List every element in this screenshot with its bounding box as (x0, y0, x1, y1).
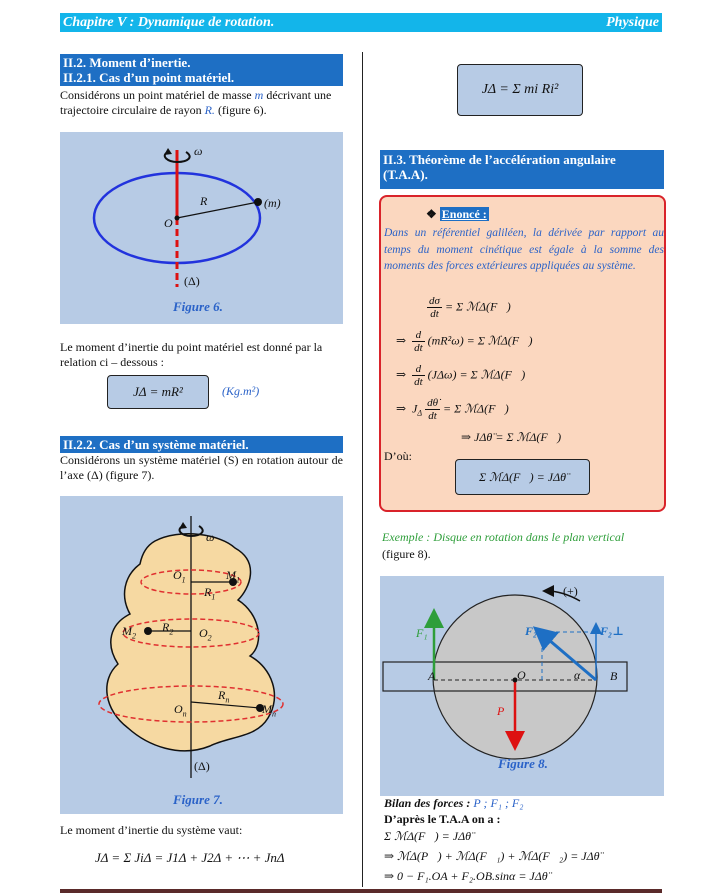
enonce-text: Enoncé : (441, 207, 487, 221)
intro-point-paragraph (60, 88, 343, 118)
exemple-text: Disque en rotation dans le plan vertical (430, 530, 625, 544)
exemple-label: Exemple : (382, 530, 431, 544)
fig7-on-text: O (174, 702, 183, 716)
point-m2 (144, 627, 152, 635)
taa-line-3: ⇒ 0 − F₁.OA + F₂.OB.sinα = JΔθ̈ (384, 869, 548, 883)
intro1-text-b: décrivant une trajectoire circulaire de rayon (60, 88, 332, 117)
eq1-rhs: = Σ ℳΔ(F⃗) (444, 299, 511, 314)
eq-2: ⇒ $\frac{d}{dt}$ (mR²ω) = Σ ℳΔ(F⃗) (396, 329, 533, 354)
taa-line-2: ⇒ ℳΔ(P⃗) + ℳΔ(F⃗₁) + ℳΔ(F⃗₂) = JΔθ̈ (384, 849, 600, 863)
unit-label: (Kg.m²) (222, 384, 260, 398)
section-2-2-2-heading: II.2.2. Cas d’un système matériel. (60, 436, 343, 453)
fig7-o1-label: $O_1$ (173, 568, 186, 585)
formula-sum-box: JΔ = Σ mi Ri² (457, 64, 583, 116)
theorem-statement: Dans un référentiel galiléen, la dérivée par rapport au temps du moment cinétique est égale à la somme des moments des forces extérieures appliquées au système. (384, 227, 664, 272)
chapter-title: Chapitre V : Dynamique de rotation. (63, 15, 275, 30)
fig7-m1-label: $M_1$ (226, 568, 240, 585)
fig7-o2-text: O (199, 626, 208, 640)
figure-6 (60, 132, 343, 324)
radius-line (177, 202, 258, 218)
taa-theorem-box (379, 195, 666, 512)
fig8-alpha-label: α (574, 668, 581, 682)
intro1-radius: R. (204, 103, 215, 117)
exemple-paragraph (382, 530, 664, 545)
eq-4: ⇒ $J_\Delta$ $\frac{d\thetȧ}{dt}$ = Σ ℳΔ(F⃗) (396, 397, 509, 422)
taa-line-1: Σ ℳΔ(F⃗) = JΔθ̈ (384, 829, 472, 843)
eq2-rhs: (mR²ω) = Σ ℳΔ(F⃗) (427, 333, 533, 348)
enonce-label: ❖ Enoncé : (426, 207, 487, 221)
exemple-ref: (figure 8). (382, 547, 431, 561)
figure-8 (380, 576, 664, 796)
chapter-header (60, 13, 662, 32)
eq4-rhs: = Σ ℳΔ(F⃗) (443, 401, 509, 416)
fig7-r2-label: $R_2$ (162, 620, 174, 637)
subject-label: Physique (606, 15, 659, 30)
fig7-on-label: $O_n$ (174, 702, 187, 719)
fig7-r1-label: $R_1$ (204, 585, 216, 602)
figure-6-caption: Figure 6. (173, 299, 223, 314)
figure-6-drawing (60, 132, 343, 324)
eq3-fraction: $\frac{d}{dt}$ (414, 363, 423, 388)
bottom-bar (60, 889, 662, 893)
fig7-m2-text: M (122, 624, 132, 638)
eq4-fraction: $\frac{d\thetȧ}{dt}$ (427, 397, 438, 422)
dapres-line: D’après le T.A.A on a : (384, 812, 501, 826)
moment-point-text: Le moment d’inertie du point matériel est donné par la relation ci – dessous : (60, 340, 323, 369)
fig7-rn-label: $R_n$ (218, 688, 230, 705)
fig7-rotation-arrowhead-icon (179, 522, 187, 529)
rotation-arrowhead-icon (164, 148, 172, 155)
fig7-m2-label: $M_2$ (122, 624, 136, 641)
fig7-m1-text: M (226, 568, 236, 582)
figure-7 (60, 496, 343, 814)
fig8-p-label: P (497, 704, 505, 718)
eq3-rhs: (JΔω) = Σ ℳΔ(F⃗) (427, 367, 526, 382)
fig6-radius-label: R (200, 194, 208, 208)
center-point (175, 216, 180, 221)
fig7-axis-label: (Δ) (194, 759, 210, 773)
column-divider (362, 52, 363, 887)
intro-system-paragraph: Considérons un système matériel (S) en rotation autour de l’axe (Δ) (figure 7). (60, 453, 343, 482)
figure-8-caption: Figure 8. (498, 756, 548, 771)
fig7-rn-text: R (218, 688, 226, 702)
section-2-2-heading (60, 54, 343, 86)
fig8-f2-label: F₂ (525, 624, 538, 638)
bilan-line (384, 796, 523, 811)
fig7-r2-text: R (162, 620, 170, 634)
section-2-3-heading: II.3. Théorème de l’accélération angulaire (T.A.A). (380, 150, 664, 189)
fig7-omega-label: ω (206, 530, 215, 544)
final-formula-box: Σ ℳΔ(F⃗) = JΔθ̈ (455, 459, 590, 495)
mass-point (254, 198, 262, 206)
fig7-mn-label: $M_n$ (262, 702, 276, 719)
fig8-plus-label: (+) (563, 584, 578, 598)
fig6-axis-label: (Δ) (184, 274, 200, 288)
eq2-fraction: $\frac{d}{dt}$ (414, 329, 423, 354)
dou-label: D’où: (384, 449, 412, 463)
eq-3: ⇒ $\frac{d}{dt}$ (JΔω) = Σ ℳΔ(F⃗) (396, 363, 526, 388)
section-2-2-1-title: II.2.1. Cas d’un point matériel. (63, 70, 235, 85)
eq1-fraction: $\frac{d\sigma}{dt}$ (429, 295, 440, 320)
fig6-origin-label: O (164, 216, 173, 230)
intro1-text-c: (figure 6). (214, 103, 267, 117)
intro1-text-a: Considérons un point matériel de masse (60, 88, 255, 102)
formula-system: JΔ = Σ JiΔ = J1Δ + J2Δ + ⋯ + JnΔ (95, 850, 285, 865)
eq-1 (427, 295, 511, 320)
fig8-f1-label: F₁ (416, 626, 428, 640)
formula-point-box: JΔ = mR² (107, 375, 209, 409)
fig8-f2perp-label: F₂⊥ (600, 624, 624, 638)
fig6-mass-label: (m) (264, 196, 281, 210)
fig8-b-label: B (610, 669, 618, 683)
bilan-label: Bilan des forces : (384, 796, 471, 810)
fig7-o1-text: O (173, 568, 182, 582)
fig8-a-label: A (428, 669, 436, 683)
fig6-omega-label: ω (194, 144, 203, 158)
bilan-items: P ; F₁ ; F₂ (470, 796, 524, 810)
fig7-o2-label: $O_2$ (199, 626, 212, 643)
eq-5: ⇒ JΔθ̈ = Σ ℳΔ(F⃗) (461, 430, 562, 444)
fig7-r1-text: R (204, 585, 212, 599)
section-2-2-title: II.2. Moment d’inertie. (63, 55, 191, 70)
fig8-o-label: O (517, 668, 526, 682)
figure-7-caption: Figure 7. (173, 792, 223, 807)
intro1-mass: m (254, 88, 264, 102)
moment-system-text: Le moment d’inertie du système vaut: (60, 823, 243, 837)
fig7-mn-text: M (262, 702, 272, 716)
